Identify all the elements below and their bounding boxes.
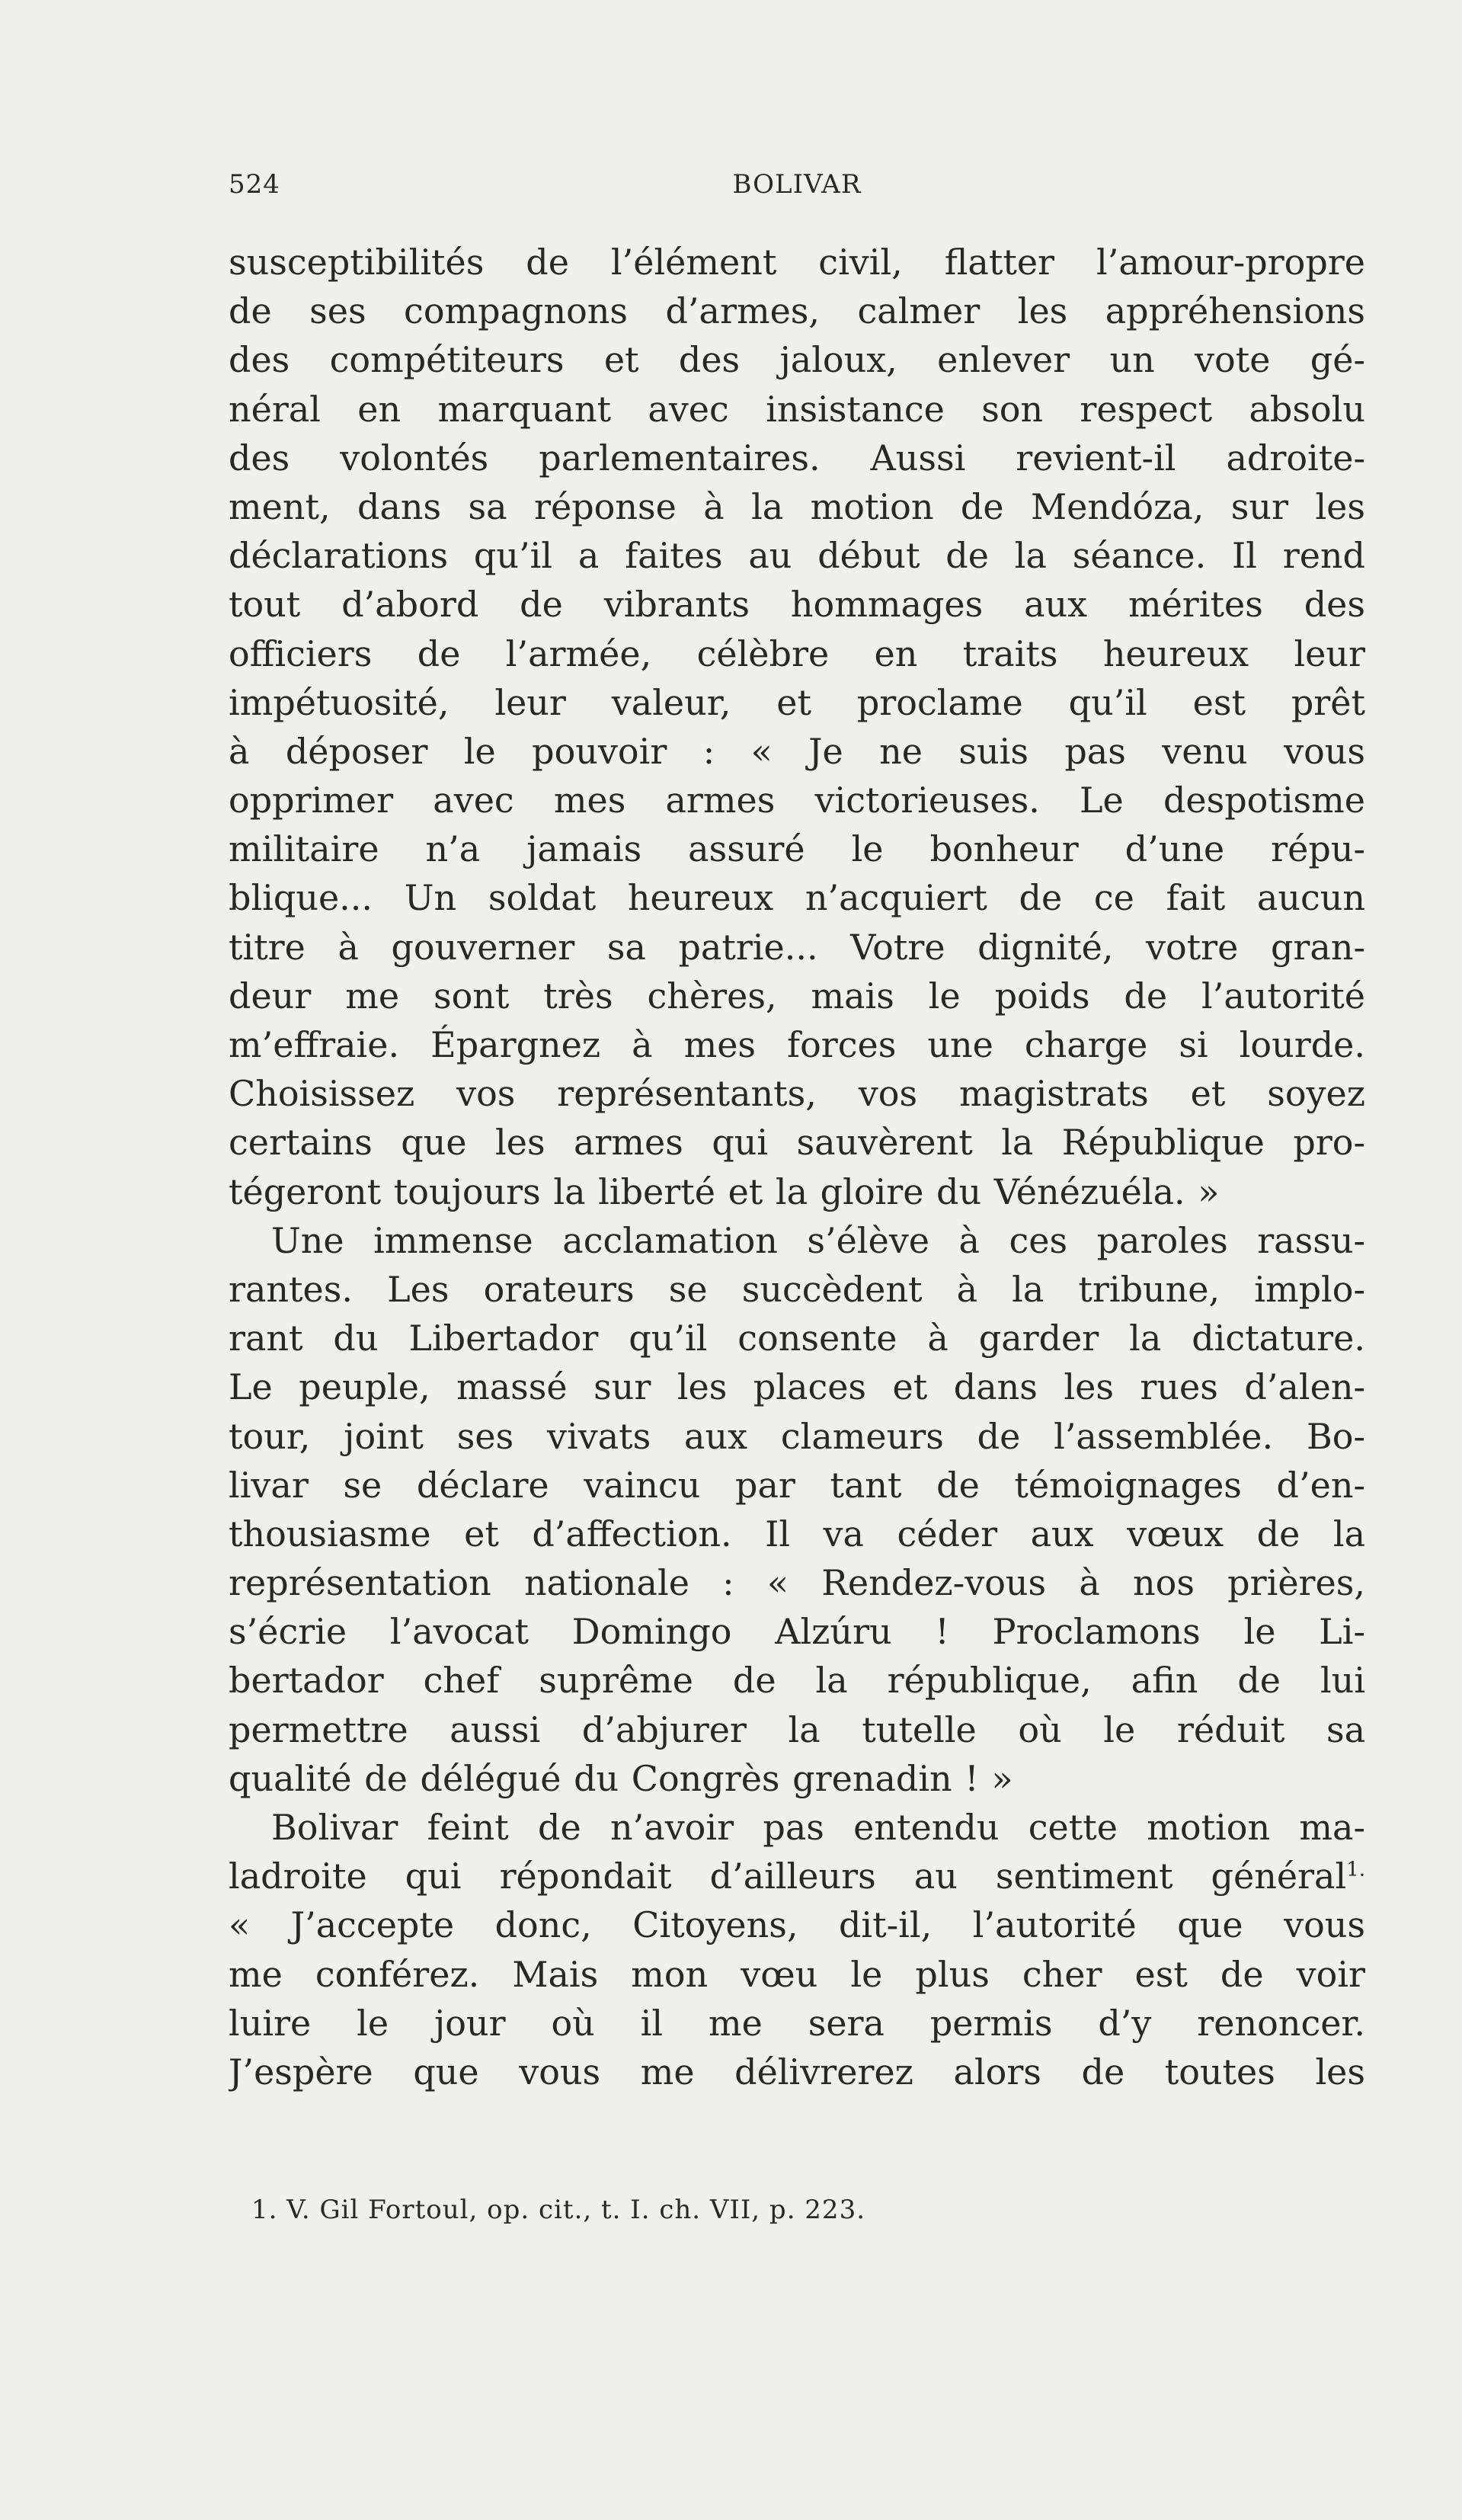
text-line: des compétiteurs et des jaloux, enlever un vote gé- (229, 339, 1365, 381)
text-line: tégeront toujours la liberté et la gloire du Vénézuéla. » (229, 1170, 1220, 1212)
footnote-reference[interactable]: 1. (1346, 1858, 1365, 1881)
text-line: néral en marquant avec insistance son respect absolu (229, 388, 1365, 430)
text-line: titre à gouverner sa patrie... Votre dignité, votre gran- (229, 926, 1365, 968)
body-text (229, 238, 1365, 2096)
footnote: 1. V. Gil Fortoul, op. cit., t. I. ch. VII, p. 223. (251, 2195, 866, 2225)
text-line: déclarations qu’il a faites au début de la séance. Il rend (229, 535, 1365, 577)
text-line: de ses compagnons d’armes, calmer les appréhensions (229, 290, 1365, 332)
text-line: rant du Libertador qu’il consente à garder la dictature. (229, 1318, 1365, 1359)
text-line: rantes. Les orateurs se succèdent à la tribune, implo- (229, 1268, 1365, 1310)
text-line: officiers de l’armée, célèbre en traits heureux leur (229, 632, 1365, 674)
text-line: Le peuple, massé sur les places et dans les rues d’alen- (229, 1366, 1365, 1408)
text-line: impétuosité, leur valeur, et proclame qu’il est prêt (229, 681, 1365, 723)
text-line-with-footnote-ref (229, 1852, 1365, 1900)
text-line: représentation nationale : « Rendez-vous à nos prières, (229, 1562, 1365, 1604)
text-line: Une immense acclamation s’élève à ces paroles rassu- (271, 1219, 1365, 1261)
page-header (229, 169, 1365, 207)
text-line: me conférez. Mais mon vœu le plus cher est de voir (229, 1953, 1365, 1995)
text-line: opprimer avec mes armes victorieuses. Le despotisme (229, 780, 1365, 821)
text-line: J’espère que vous me délivrerez alors de toutes les (229, 2051, 1365, 2093)
text-line: ment, dans sa réponse à la motion de Mendóza, sur les (229, 485, 1365, 527)
text-line: deur me sont très chères, mais le poids de l’autorité (229, 975, 1365, 1017)
text-line: tout d’abord de vibrants hommages aux mérites des (229, 584, 1365, 626)
text-line: blique... Un soldat heureux n’acquiert de ce fait aucun (229, 877, 1365, 919)
text-line: m’effraie. Épargnez à mes forces une charge si lourde. (229, 1024, 1365, 1065)
text-line: bertador chef suprême de la république, afin de lui (229, 1660, 1365, 1702)
text-line: thousiasme et d’affection. Il va céder aux vœux de la (229, 1513, 1365, 1555)
text-line: des volontés parlementaires. Aussi revient-il adroite- (229, 437, 1365, 479)
text-line: à déposer le pouvoir : « Je ne suis pas venu vous (229, 730, 1365, 772)
text-line: « J’accepte donc, Citoyens, dit-il, l’autorité que vous (229, 1904, 1365, 1946)
text-line: qualité de délégué du Congrès grenadin ! » (229, 1757, 1013, 1799)
text-line: certains que les armes qui sauvèrent la République pro- (229, 1122, 1365, 1164)
text-line: luire le jour où il me sera permis d’y renoncer. (229, 2002, 1365, 2044)
text-line-content: ladroite qui répondait d’ailleurs au sentiment général (229, 1856, 1347, 1897)
text-line: militaire n’a jamais assuré le bonheur d’une répu- (229, 828, 1365, 870)
text-line: s’écrie l’avocat Domingo Alzúru ! Proclamons le Li- (229, 1611, 1365, 1653)
text-line: tour, joint ses vivats aux clameurs de l’assemblée. Bo- (229, 1415, 1365, 1457)
text-line: susceptibilités de l’élément civil, flatter l’amour-propre (229, 242, 1365, 283)
text-line: livar se déclare vaincu par tant de témoignages d’en- (229, 1464, 1365, 1506)
page-number: 524 (229, 169, 280, 200)
text-line: Bolivar feint de n’avoir pas entendu cette motion ma- (271, 1807, 1365, 1848)
text-line: Choisissez vos représentants, vos magistrats et soyez (229, 1073, 1365, 1115)
running-title: BOLIVAR (732, 169, 862, 200)
text-line: permettre aussi d’abjurer la tutelle où le réduit sa (229, 1708, 1365, 1750)
